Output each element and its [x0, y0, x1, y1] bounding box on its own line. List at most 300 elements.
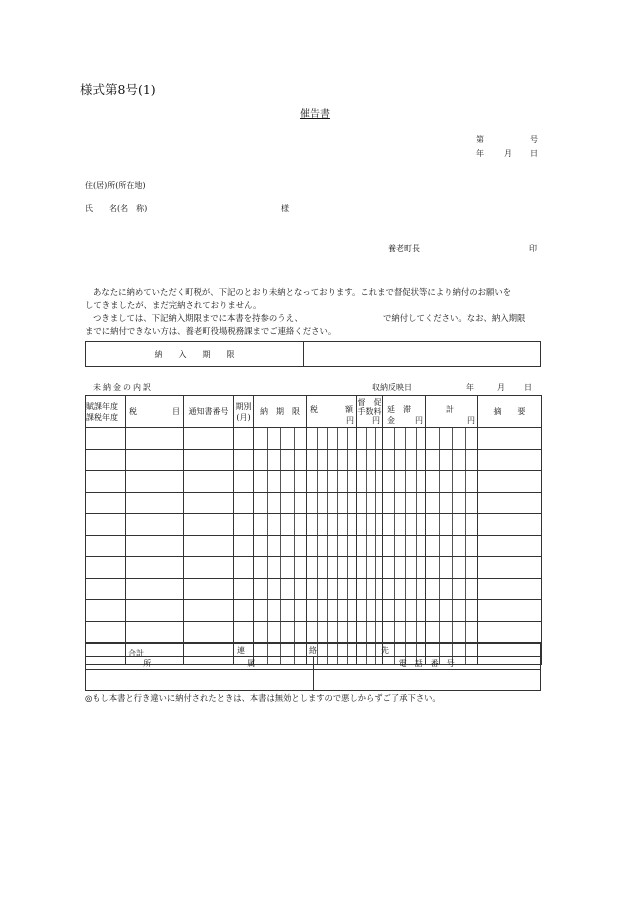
date-day-label: 日: [530, 149, 538, 158]
digit-divider: [416, 514, 417, 535]
received-month: 月: [497, 383, 505, 392]
digit-divider: [452, 536, 453, 557]
digit-divider: [327, 557, 328, 578]
digit-divider: [465, 536, 466, 557]
digit-divider: [347, 428, 348, 449]
table-cell: [478, 514, 542, 536]
table-cell: [126, 578, 184, 600]
digit-divider: [439, 600, 440, 621]
table-cell: [234, 471, 254, 493]
table-cell: [234, 600, 254, 622]
digit-divider: [317, 622, 318, 643]
table-cell: [426, 449, 478, 471]
digit-divider: [375, 622, 376, 643]
digit-divider: [465, 514, 466, 535]
digit-divider: [416, 536, 417, 557]
digit-divider: [452, 471, 453, 492]
digit-divider: [294, 514, 295, 535]
digit-divider: [317, 471, 318, 492]
digit-divider: [394, 600, 395, 621]
digit-divider: [452, 557, 453, 578]
digit-divider: [416, 579, 417, 600]
table-cell: [426, 514, 478, 536]
digit-divider: [337, 514, 338, 535]
digit-divider: [327, 579, 328, 600]
digit-divider: [439, 622, 440, 643]
header-tax-amount-yen: 円: [346, 416, 354, 425]
table-cell: [184, 600, 234, 622]
table-cell: [426, 471, 478, 493]
contact-dept-value: [86, 670, 314, 691]
received-year: 年: [466, 383, 474, 392]
table-cell: [383, 428, 426, 450]
digit-divider: [294, 600, 295, 621]
table-cell: [126, 428, 184, 450]
table-cell: [478, 557, 542, 579]
digit-divider: [416, 450, 417, 471]
digit-divider: [465, 579, 466, 600]
table-cell: [357, 449, 383, 471]
body-line-3: [85, 312, 545, 325]
digit-divider: [294, 579, 295, 600]
table-row: [86, 514, 542, 536]
digit-divider: [327, 493, 328, 514]
table-cell: [254, 600, 307, 622]
table-cell: [357, 621, 383, 643]
ref-number-prefix: 第: [476, 135, 484, 144]
digit-divider: [465, 622, 466, 643]
digit-divider: [375, 514, 376, 535]
digit-divider: [337, 536, 338, 557]
deadline-value: [304, 342, 541, 367]
digit-divider: [394, 514, 395, 535]
digit-divider: [366, 493, 367, 514]
table-cell: [184, 471, 234, 493]
table-cell: [307, 621, 357, 643]
deadline-box: [85, 341, 541, 367]
table-cell: [86, 428, 126, 450]
digit-divider: [267, 622, 268, 643]
digit-divider: [347, 493, 348, 514]
digit-divider: [267, 471, 268, 492]
digit-divider: [416, 428, 417, 449]
table-cell: [184, 535, 234, 557]
table-cell: [478, 471, 542, 493]
digit-divider: [267, 536, 268, 557]
header-total-yen: 円: [467, 416, 475, 425]
digit-divider: [375, 557, 376, 578]
table-cell: [184, 621, 234, 643]
header-tax-amount: [307, 396, 357, 428]
digit-divider: [347, 471, 348, 492]
digit-divider: [465, 428, 466, 449]
table-cell: [126, 514, 184, 536]
digit-divider: [327, 600, 328, 621]
contact-phone-label: 電 話 番 号: [313, 657, 541, 670]
date-year-label: 年: [476, 149, 484, 158]
digit-divider: [294, 493, 295, 514]
header-fee-yen: 円: [372, 416, 380, 425]
header-delay: [383, 396, 426, 428]
digit-divider: [452, 450, 453, 471]
digit-divider: [405, 493, 406, 514]
digit-divider: [394, 536, 395, 557]
table-cell: [234, 449, 254, 471]
table-cell: [307, 492, 357, 514]
header-tax-item-a: 税: [129, 407, 137, 416]
table-cell: [478, 428, 542, 450]
table-cell: [357, 492, 383, 514]
digit-divider: [465, 493, 466, 514]
contact-table: [85, 643, 541, 691]
digit-divider: [452, 428, 453, 449]
digit-divider: [317, 514, 318, 535]
table-cell: [426, 492, 478, 514]
digit-divider: [280, 450, 281, 471]
digit-divider: [337, 471, 338, 492]
table-cell: [426, 428, 478, 450]
table-cell: [86, 514, 126, 536]
table-cell: [383, 449, 426, 471]
digit-divider: [405, 579, 406, 600]
digit-divider: [337, 600, 338, 621]
date-month-label: 月: [504, 149, 512, 158]
table-cell: [478, 535, 542, 557]
header-delay-label: 延 滞 金: [387, 405, 419, 425]
total-row-label: 合計: [128, 648, 144, 658]
table-cell: [426, 578, 478, 600]
digit-divider: [347, 600, 348, 621]
header-total: [426, 396, 478, 428]
digit-divider: [439, 471, 440, 492]
received-day: 日: [524, 383, 532, 392]
issuer-seal: 印: [529, 244, 537, 253]
digit-divider: [317, 579, 318, 600]
table-cell: [383, 578, 426, 600]
header-fee-line2: 手数料: [357, 407, 382, 416]
table-cell: [357, 471, 383, 493]
digit-divider: [405, 557, 406, 578]
digit-divider: [280, 471, 281, 492]
table-cell: [126, 471, 184, 493]
digit-divider: [337, 622, 338, 643]
digit-divider: [317, 557, 318, 578]
table-cell: [307, 514, 357, 536]
table-cell: [86, 449, 126, 471]
table-cell: [478, 449, 542, 471]
digit-divider: [337, 428, 338, 449]
ref-number-suffix: 号: [530, 135, 538, 144]
digit-divider: [267, 450, 268, 471]
digit-divider: [347, 579, 348, 600]
header-remarks: 摘 要: [478, 396, 542, 428]
digit-divider: [394, 622, 395, 643]
table-cell: [383, 600, 426, 622]
digit-divider: [465, 600, 466, 621]
digit-divider: [405, 450, 406, 471]
digit-divider: [375, 450, 376, 471]
digit-divider: [452, 514, 453, 535]
table-row: [86, 492, 542, 514]
digit-divider: [337, 450, 338, 471]
table-cell: [234, 492, 254, 514]
header-year: [86, 396, 126, 428]
table-cell: [426, 557, 478, 579]
table-cell: [357, 535, 383, 557]
digit-divider: [294, 622, 295, 643]
digit-divider: [280, 557, 281, 578]
table-cell: [184, 492, 234, 514]
digit-divider: [267, 600, 268, 621]
deadline-label: 納 入 期 限: [86, 342, 304, 367]
digit-divider: [347, 622, 348, 643]
digit-divider: [452, 622, 453, 643]
table-cell: [234, 621, 254, 643]
digit-divider: [327, 450, 328, 471]
digit-divider: [465, 450, 466, 471]
header-period-line1: 期別: [235, 401, 252, 411]
body-line-3b: で納付してください。なお、納入期限: [383, 313, 526, 323]
digit-divider: [366, 622, 367, 643]
digit-divider: [267, 493, 268, 514]
contact-dept-label: 所 属: [86, 657, 314, 670]
digit-divider: [416, 471, 417, 492]
table-cell: [307, 535, 357, 557]
table-row: [86, 535, 542, 557]
table-row: [86, 621, 542, 643]
digit-divider: [280, 579, 281, 600]
digit-divider: [317, 450, 318, 471]
issuer-title: 養老町長: [388, 244, 420, 253]
contact-title: 連 絡 先: [86, 644, 541, 657]
form-number: 様式第8号(1): [80, 82, 156, 97]
digit-divider: [405, 471, 406, 492]
header-year-line2: 課税年度: [86, 412, 118, 422]
digit-divider: [294, 450, 295, 471]
table-cell: [478, 578, 542, 600]
body-line-2: してきましたが、まだ完納されておりません。: [85, 300, 262, 310]
digit-divider: [439, 557, 440, 578]
table-cell: [184, 514, 234, 536]
digit-divider: [439, 579, 440, 600]
digit-divider: [452, 579, 453, 600]
digit-divider: [375, 600, 376, 621]
table-cell: [254, 492, 307, 514]
digit-divider: [280, 536, 281, 557]
digit-divider: [327, 536, 328, 557]
table-cell: [254, 449, 307, 471]
table-cell: [126, 621, 184, 643]
table-cell: [234, 535, 254, 557]
table-cell: [254, 514, 307, 536]
table-cell: [254, 471, 307, 493]
digit-divider: [280, 493, 281, 514]
table-cell: [307, 471, 357, 493]
table-cell: [126, 600, 184, 622]
table-cell: [126, 449, 184, 471]
table-cell: [426, 535, 478, 557]
digit-divider: [366, 514, 367, 535]
digit-divider: [294, 536, 295, 557]
digit-divider: [452, 600, 453, 621]
header-tax-item: [126, 396, 184, 428]
table-cell: [357, 428, 383, 450]
table-header-row: [86, 396, 542, 428]
digit-divider: [439, 514, 440, 535]
table-cell: [184, 428, 234, 450]
digit-divider: [327, 514, 328, 535]
digit-divider: [465, 471, 466, 492]
table-cell: [184, 557, 234, 579]
digit-divider: [294, 557, 295, 578]
digit-divider: [347, 536, 348, 557]
table-cell: [126, 535, 184, 557]
footer-note: ◎もし本書と行き違いに納付されたときは、本書は無効としますので悪しからずご了承下さい。: [85, 693, 441, 703]
digit-divider: [280, 428, 281, 449]
digit-divider: [366, 579, 367, 600]
digit-divider: [317, 536, 318, 557]
digit-divider: [327, 428, 328, 449]
digit-divider: [317, 600, 318, 621]
table-cell: [426, 621, 478, 643]
body-line-4: までに納付できない方は、養老町役場税務課までご連絡ください。: [85, 326, 337, 336]
digit-divider: [439, 536, 440, 557]
body-line-1: あなたに納めていただく町税が、下記のとおり未納となっております。これまで督促状等により納付のお願いを: [93, 287, 512, 297]
digit-divider: [405, 514, 406, 535]
table-cell: [357, 578, 383, 600]
table-cell: [254, 557, 307, 579]
digit-divider: [280, 600, 281, 621]
digit-divider: [375, 536, 376, 557]
table-cell: [234, 578, 254, 600]
digit-divider: [394, 450, 395, 471]
table-cell: [86, 492, 126, 514]
digit-divider: [337, 557, 338, 578]
table-cell: [126, 492, 184, 514]
table-row: [86, 557, 542, 579]
digit-divider: [366, 557, 367, 578]
digit-divider: [337, 579, 338, 600]
header-tax-amount-b: 額: [345, 405, 353, 414]
document-title: [0, 105, 630, 120]
header-fee: [357, 396, 383, 428]
table-cell: [86, 535, 126, 557]
header-total-label: 計: [446, 405, 454, 414]
table-cell: [478, 600, 542, 622]
table-cell: [478, 621, 542, 643]
header-period: [234, 396, 254, 428]
table-row: [86, 428, 542, 450]
digit-divider: [327, 471, 328, 492]
digit-divider: [267, 514, 268, 535]
address-label: 住(居)所(所在地): [85, 181, 146, 190]
digit-divider: [366, 471, 367, 492]
digit-divider: [337, 493, 338, 514]
digit-divider: [439, 450, 440, 471]
digit-divider: [280, 622, 281, 643]
table-row: [86, 449, 542, 471]
table-cell: [184, 449, 234, 471]
table-cell: [383, 557, 426, 579]
table-cell: [254, 535, 307, 557]
digit-divider: [375, 579, 376, 600]
table-cell: [478, 492, 542, 514]
table-cell: [383, 492, 426, 514]
header-tax-amount-a: 税: [310, 405, 318, 414]
header-fee-line1: 督 促: [357, 398, 382, 407]
digit-divider: [439, 493, 440, 514]
digit-divider: [394, 579, 395, 600]
digit-divider: [294, 471, 295, 492]
digit-divider: [366, 428, 367, 449]
table-cell: [357, 557, 383, 579]
table-row: [86, 471, 542, 493]
digit-divider: [280, 514, 281, 535]
digit-divider: [347, 557, 348, 578]
digit-divider: [394, 493, 395, 514]
table-row: [86, 600, 542, 622]
digit-divider: [439, 428, 440, 449]
digit-divider: [347, 450, 348, 471]
table-cell: [383, 535, 426, 557]
table-cell: [307, 578, 357, 600]
table-cell: [184, 578, 234, 600]
digit-divider: [317, 428, 318, 449]
digit-divider: [366, 536, 367, 557]
digit-divider: [366, 600, 367, 621]
header-period-line2: (月): [236, 412, 251, 422]
table-cell: [254, 428, 307, 450]
digit-divider: [452, 493, 453, 514]
header-tax-item-b: 目: [172, 407, 180, 416]
digit-divider: [405, 600, 406, 621]
digit-divider: [405, 622, 406, 643]
table-cell: [307, 428, 357, 450]
digit-divider: [267, 428, 268, 449]
digit-divider: [416, 622, 417, 643]
received-date-label: 収納反映日: [372, 383, 412, 392]
digit-divider: [416, 557, 417, 578]
table-cell: [357, 514, 383, 536]
breakdown-table: [85, 395, 542, 665]
digit-divider: [375, 471, 376, 492]
header-notice-no: 通知書番号: [184, 396, 234, 428]
body-paragraph: [85, 286, 545, 338]
name-label: 氏 名(名 称): [85, 204, 148, 213]
title-text: 催告書: [300, 109, 330, 120]
digit-divider: [375, 428, 376, 449]
table-cell: [383, 621, 426, 643]
digit-divider: [405, 428, 406, 449]
digit-divider: [347, 514, 348, 535]
table-cell: [383, 471, 426, 493]
table-cell: [126, 557, 184, 579]
table-cell: [234, 514, 254, 536]
table-cell: [254, 578, 307, 600]
digit-divider: [317, 493, 318, 514]
table-cell: [426, 600, 478, 622]
table-cell: [383, 514, 426, 536]
table-cell: [307, 557, 357, 579]
header-due-date: 納 期 限: [254, 396, 307, 428]
digit-divider: [294, 428, 295, 449]
digit-divider: [327, 622, 328, 643]
digit-divider: [416, 493, 417, 514]
digit-divider: [267, 557, 268, 578]
digit-divider: [375, 493, 376, 514]
digit-divider: [366, 450, 367, 471]
table-row: [86, 578, 542, 600]
